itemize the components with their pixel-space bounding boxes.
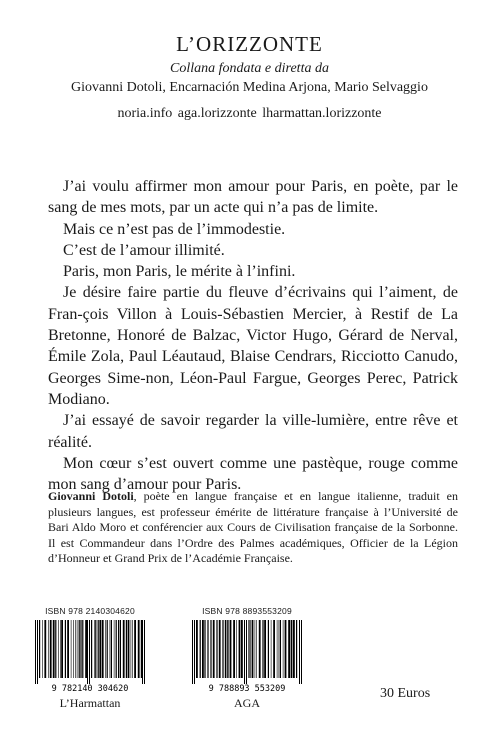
series-subtitle: Collana fondata e diretta da (170, 61, 329, 76)
series-title: L’ORIZZONTE (176, 32, 323, 56)
series-links (0, 105, 499, 123)
link-aga[interactable]: aga.lorizzonte (177, 106, 257, 121)
author-name: Giovanni Dotoli (48, 489, 134, 503)
series-header (0, 32, 499, 123)
isbn-label: ISBN 978 8893553209 (202, 606, 292, 616)
barcode-image (186, 618, 308, 694)
barcode-harmattan (29, 606, 151, 711)
blurb-paragraph: C’est de l’amour illimité. (63, 241, 225, 259)
author-bio-text: , poète en langue française et en langue italienne, traduit en plusieurs langues, est professeur émérite de littérature française à l’Université de Bari Aldo Moro et conférencier aux Cours de Civilisation française de la Sorbonne. Il est Commandeur dans l’Ordre des Palmes académiques, Officier de la Légion d’Honneur et Grand Prix de l’Académie Française. (48, 489, 458, 565)
price: 30 Euros (380, 686, 431, 701)
barcode-aga (186, 606, 308, 711)
link-noria[interactable]: noria.info (117, 106, 173, 121)
blurb-paragraph: J’ai voulu affirmer mon amour pour Paris, en poète, par le sang de mes mots, par un acte qui n’a pas de limite. (48, 178, 458, 217)
isbn-label: ISBN 978 2140304620 (45, 606, 135, 616)
svg-text:9 782140 304620: 9 782140 304620 (51, 684, 129, 694)
blurb-paragraph: J’ai essayé de savoir regarder la ville-lumière, entre rêve et réalité. (48, 412, 458, 451)
svg-text:9 788893 553209: 9 788893 553209 (208, 684, 286, 694)
blurb-paragraph: Mon cœur s’est ouvert comme une pastèque, rouge comme mon sang d’amour pour Paris. (48, 454, 458, 494)
blurb-paragraph: Paris, mon Paris, le mérite à l’infini. (63, 263, 296, 281)
blurb-paragraph: Mais ce n’est pas de l’immodestie. (63, 220, 286, 238)
publisher-name: AGA (234, 696, 260, 710)
barcode-image (29, 618, 151, 694)
blurb-text (48, 176, 458, 495)
series-editors: Giovanni Dotoli, Encarnación Medina Arjona, Mario Selvaggio (71, 80, 428, 95)
blurb-paragraph: Je désire faire partie du fleuve d’écrivains qui l’aiment, de Fran-çois Villon à Louis-Sébastien Mercier, à Restif de La Bretonne, Honoré de Balzac, Victor Hugo, Gérard de Nerval, Émile Zola, Paul Léautaud, Blaise Cendrars, Ricciotto Canudo, Georges Sime-non, Léon-Paul Fargue, Georges Perec, Patrick Modiano. (48, 284, 458, 408)
link-harmattan[interactable]: lharmattan.lorizzonte (262, 106, 382, 121)
author-bio (48, 489, 458, 567)
publisher-name: L’Harmattan (59, 696, 121, 710)
